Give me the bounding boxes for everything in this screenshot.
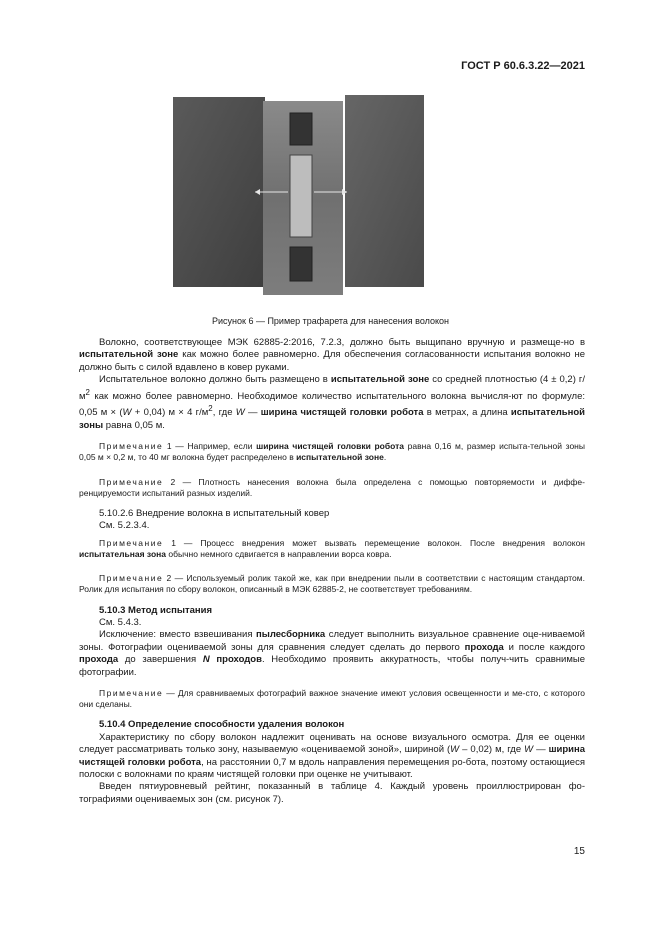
paragraph-five-level-rating: Введен пятиуровневый рейтинг, показанный в таблице 4. Каждый уровень проиллюстрирован фо-тографиями оцениваемых зон (см. рисунок 7). <box>79 781 585 805</box>
paragraph-fiber-removal-evaluation: Характеристику по сбору волокон надлежит оценивать на основе визуального осмотра. Для ее оценки следует рассматривать только зону, называемую «оцениваемой зоной», шириной (W – 0,02) м, где W — ширина чистящей головки робота, на расстоянии 0,7 м вдоль направления перемещения ро-бота, поэтому остающиеся полоски с волокнами по краям чистящей головки при оценке не учитывают. <box>79 731 586 781</box>
section-5-10-3-title: 5.10.3 Метод испытания <box>99 604 213 616</box>
carpet-right-panel <box>345 95 424 287</box>
figure-fiber-stencil-photo <box>173 95 424 295</box>
document-header: ГОСТ Р 60.6.3.22—2021 <box>461 60 585 72</box>
paragraph-fiber-density: Испытательное волокно должно быть размещено в испытательной зоне со средней плотностью (4 ± 0,2) $г/м^2$ как можно более равномерно. Необходимое количество испытательного волокна вычисля-ют по формуле: 0,05 м × (W + 0,04) м × 4 $г/м^2$, где W — ширина чистящей головки робота в метрах, а длина испытательной зоны равна 0,05 м. <box>79 374 585 431</box>
stencil-lower-slot <box>290 247 312 281</box>
document-body <box>79 337 585 806</box>
stencil-test-zone <box>290 155 312 237</box>
paragraph-fiber-placement: Волокно, соответствующее МЭК 62885-2:2016, 7.2.3, должно быть выщипано вручную и размеще-но в испытательной зоне как можно более равномерно. Для обеспечения согласованности испытания волокно не должно быть с силой вдавлено в ковер руками. <box>79 337 585 373</box>
note-1-embedding: Примечание 1 — Процесс внедрения может вызвать перемещение волокон. После внедрения волокон испытательная зона обычно немного сдвигается в направлении ворса ковра. <box>79 537 585 559</box>
note-photo-conditions: Примечание — Для сравниваемых фотографий важное значение имеют условия освещенности и ме-сто, с которого они сделаны. <box>79 688 585 710</box>
paragraph-test-method-exception: Исключение: вместо взвешивания пылесборника следует выполнить визуальное сравнение оце-ниваемой зоны. Фотографии оцениваемой зоны для сравнения следует сделать до первого прохода и после каждого прохода до завершения N проходов. Необходимо проявить аккуратность, чтобы получ-чить сравнимые фотографии. <box>79 629 585 678</box>
section-5-10-2-6-title: 5.10.2.6 Внедрение волокна в испытательный ковер <box>99 507 330 519</box>
page-number: 15 <box>573 846 585 857</box>
section-5-10-3-ref: См. 5.4.3. <box>99 617 142 628</box>
stencil-upper-slot <box>290 113 312 145</box>
note-1-example: Примечание 1 — Например, если ширина чистящей головки робота равна 0,16 м, размер испыта-тельной зоны 0,05 м × 0,2 м, то 40 мг волокна будет распределено в испытательной зоне. <box>79 441 585 463</box>
section-5-10-4-title: 5.10.4 Определение способности удаления волокон <box>99 719 345 731</box>
note-2-roller: Примечание 2 — Используемый ролик такой же, как при внедрении пыли в соответствии с настоящим стандартом. Ролик для испытания по сбору волокон, описанный в МЭК 62885-2, не соответствует требованиям. <box>79 573 585 595</box>
note-2-density: Примечание 2 — Плотность нанесения волокна была определена с помощью повторяемости и диффе-ренцируемости испытаний разных изделий. <box>79 476 585 498</box>
stencil-photo <box>173 95 424 295</box>
figure-caption: Рисунок 6 — Пример трафарета для нанесения волокон <box>212 316 449 326</box>
section-5-10-2-6-ref: См. 5.2.3.4. <box>99 520 150 532</box>
carpet-left-panel <box>173 97 265 287</box>
